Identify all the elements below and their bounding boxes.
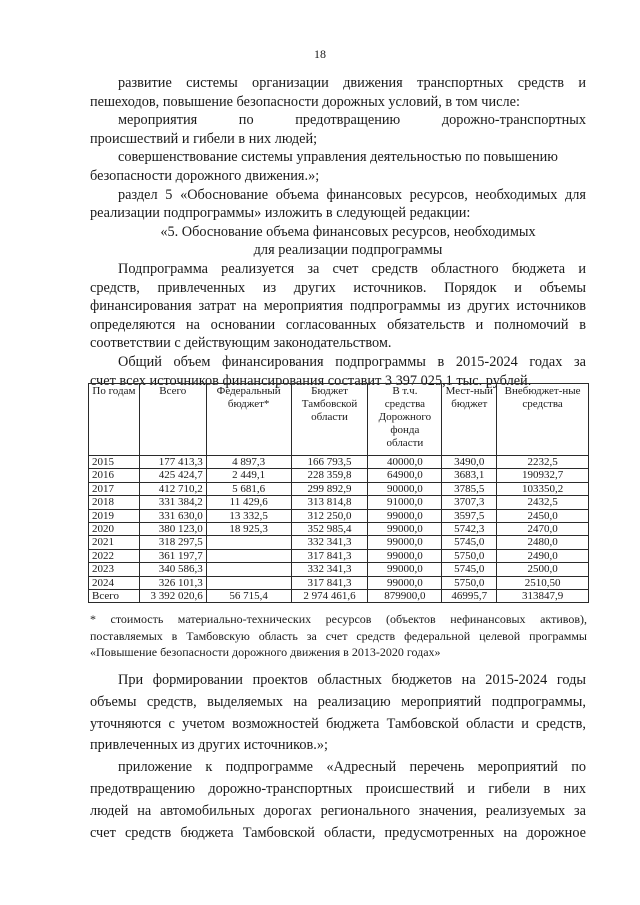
financing-table [88, 383, 589, 603]
table-cell: 99000,0 [368, 509, 442, 522]
table-cell: 46995,7 [442, 590, 497, 603]
table-cell [206, 563, 291, 576]
table-cell: 64900,0 [368, 469, 442, 482]
text-line: предотвращению дорожно-транспортных происшествий и гибели в них [90, 780, 586, 797]
text-line: развитие системы организации движения транспортных средств и [118, 75, 586, 91]
text-line: приложение к подпрограмме «Адресный перечень мероприятий по [118, 759, 586, 776]
table-cell: 2 974 461,6 [291, 590, 368, 603]
table-cell: 13 332,5 [206, 509, 291, 522]
table-cell: 99000,0 [368, 576, 442, 589]
table-cell: 56 715,4 [206, 590, 291, 603]
table-footnote [90, 611, 587, 661]
table-row [89, 496, 589, 509]
footnote-line: * стоимость материально-технических ресурсов (объектов нефинансовых активов), [90, 612, 587, 626]
column-header: Всего [139, 384, 206, 456]
table-cell: 2432,5 [497, 496, 589, 509]
table-cell: 91000,0 [368, 496, 442, 509]
text-line: людей на автомобильных дорогах регионального значения, реализуемых за [90, 802, 586, 819]
table-cell: 318 297,5 [139, 536, 206, 549]
table-cell: 99000,0 [368, 523, 442, 536]
table-row [89, 509, 589, 522]
table-cell: 317 841,3 [291, 549, 368, 562]
text-line: Подпрограмма реализуется за счет средств областного бюджета и [118, 260, 586, 277]
table-cell: 2024 [89, 576, 140, 589]
table-cell: 3490,0 [442, 456, 497, 469]
table-cell: 99000,0 [368, 536, 442, 549]
table-cell: 340 586,3 [139, 563, 206, 576]
table-cell: 2015 [89, 456, 140, 469]
table-row [89, 536, 589, 549]
table-cell: 3785,5 [442, 482, 497, 495]
table-cell: 90000,0 [368, 482, 442, 495]
text-line: Общий объем финансирования подпрограммы в 2015-2024 годах за [118, 353, 586, 370]
table-cell: 11 429,6 [206, 496, 291, 509]
footnote-line: поставляемых в Тамбовскую область за счет средств федеральной целевой программы [90, 628, 587, 643]
table-row [89, 590, 589, 603]
table-cell: 2021 [89, 536, 140, 549]
table-cell: 5745,0 [442, 536, 497, 549]
table-cell: 190932,7 [497, 469, 589, 482]
table-cell [206, 576, 291, 589]
table-row [89, 563, 589, 576]
text-line: раздел 5 «Обоснование объема финансовых ресурсов, необходимых для [118, 186, 586, 203]
table-cell: 177 413,3 [139, 456, 206, 469]
table-row [89, 523, 589, 536]
table-cell: 3683,1 [442, 469, 497, 482]
table-cell: 18 925,3 [206, 523, 291, 536]
table-cell: 2450,0 [497, 509, 589, 522]
table-cell: 3 392 020,6 [139, 590, 206, 603]
text-line: объемы средств, выделяемых на реализацию мероприятий подпрограммы, [90, 693, 586, 710]
table-cell: 5750,0 [442, 576, 497, 589]
table-cell: 3707,3 [442, 496, 497, 509]
table-cell: 317 841,3 [291, 576, 368, 589]
column-header: Внебюджет-ные средства [497, 384, 589, 456]
text-line: определяются на основании согласованных обязательств и полномочий в [90, 316, 586, 333]
table-row [89, 469, 589, 482]
table-row [89, 576, 589, 589]
table-cell: 2019 [89, 509, 140, 522]
table-cell: 2023 [89, 563, 140, 576]
text-line: счет всех источников финансирования составит 3 397 025,1 тыс. рублей. [90, 372, 532, 389]
text-line: привлеченных из других источников.»; [90, 737, 328, 754]
table-cell: 313847,9 [497, 590, 589, 603]
table-cell: 40000,0 [368, 456, 442, 469]
table-cell: 412 710,2 [139, 482, 206, 495]
intro-text [90, 74, 586, 390]
table-cell: 5 681,6 [206, 482, 291, 495]
table-cell: 313 814,8 [291, 496, 368, 509]
table-cell: 4 897,3 [206, 456, 291, 469]
table-cell: 2022 [89, 549, 140, 562]
table-cell: 2500,0 [497, 563, 589, 576]
table-row [89, 482, 589, 495]
column-header: Федеральный бюджет* [206, 384, 291, 456]
text-line: При формировании проектов областных бюджетов на 2015-2024 годы [118, 672, 586, 688]
table-cell: 2470,0 [497, 523, 589, 536]
column-header: Бюджет Тамбовской области [291, 384, 368, 456]
text-line: средств, привлеченных из других источников. Порядок и объемы [90, 279, 586, 296]
table-cell: 2020 [89, 523, 140, 536]
text-line: соответствии с действующим законодательством. [90, 335, 392, 352]
table-cell: Всего [89, 590, 140, 603]
table-cell: 5750,0 [442, 549, 497, 562]
table-cell: 99000,0 [368, 549, 442, 562]
column-header: Мест-ный бюджет [442, 384, 497, 456]
table-cell: 2510,50 [497, 576, 589, 589]
column-header: В т.ч. средства Дорожного фонда области [368, 384, 442, 456]
table-cell: 299 892,9 [291, 482, 368, 495]
table-cell: 2232,5 [497, 456, 589, 469]
table-header-row [89, 384, 589, 456]
table-cell: 331 384,2 [139, 496, 206, 509]
table-cell: 332 341,3 [291, 563, 368, 576]
table-cell: 332 341,3 [291, 536, 368, 549]
column-header: По годам [89, 384, 140, 456]
table-cell: 331 630,0 [139, 509, 206, 522]
table-cell: 425 424,7 [139, 469, 206, 482]
table-cell: 5745,0 [442, 563, 497, 576]
text-line: безопасности дорожного движения.»; [90, 167, 320, 184]
table-cell: 2017 [89, 482, 140, 495]
table-row [89, 456, 589, 469]
text-line: пешеходов, повышение безопасности дорожных условий, в том числе: [90, 93, 520, 110]
table-cell: 166 793,5 [291, 456, 368, 469]
table-cell: 3597,5 [442, 509, 497, 522]
table-row [89, 549, 589, 562]
table-cell: 5742,3 [442, 523, 497, 536]
page-number: 18 [314, 47, 326, 61]
text-line: мероприятия по предотвращению дорожно-транспортных [118, 112, 586, 129]
table-cell: 312 250,0 [291, 509, 368, 522]
text-line: уточняются с учетом возможностей бюджета Тамбовской области и средств, [90, 715, 586, 732]
table-cell [206, 549, 291, 562]
table-cell: 228 359,8 [291, 469, 368, 482]
text-line: финансирования затрат на мероприятия подпрограммы из других источников [90, 298, 586, 315]
table-cell: 2016 [89, 469, 140, 482]
table-cell: 352 985,4 [291, 523, 368, 536]
table-cell [206, 536, 291, 549]
table-cell: 326 101,3 [139, 576, 206, 589]
table-cell: 103350,2 [497, 482, 589, 495]
table-cell: 2490,0 [497, 549, 589, 562]
table-cell: 361 197,7 [139, 549, 206, 562]
footnote-line: «Повышение безопасности дорожного движения в 2013-2020 годах» [90, 645, 441, 659]
table-cell: 380 123,0 [139, 523, 206, 536]
table-cell: 2 449,1 [206, 469, 291, 482]
section-heading: для реализации подпрограммы [253, 242, 443, 259]
table-cell: 2480,0 [497, 536, 589, 549]
table-cell: 2018 [89, 496, 140, 509]
text-line: происшествий и гибели в них людей; [90, 130, 318, 147]
table-cell: 879900,0 [368, 590, 442, 603]
text-line: счет средств бюджета Тамбовской области, предусмотренных на дорожное [90, 824, 586, 841]
text-line: реализации подпрограммы» изложить в следующей редакции: [90, 205, 471, 222]
outro-text [90, 670, 586, 844]
table-cell: 99000,0 [368, 563, 442, 576]
section-heading: «5. Обоснование объема финансовых ресурсов, необходимых [160, 223, 536, 240]
text-line: совершенствование системы управления деятельностью по повышению [118, 149, 558, 166]
